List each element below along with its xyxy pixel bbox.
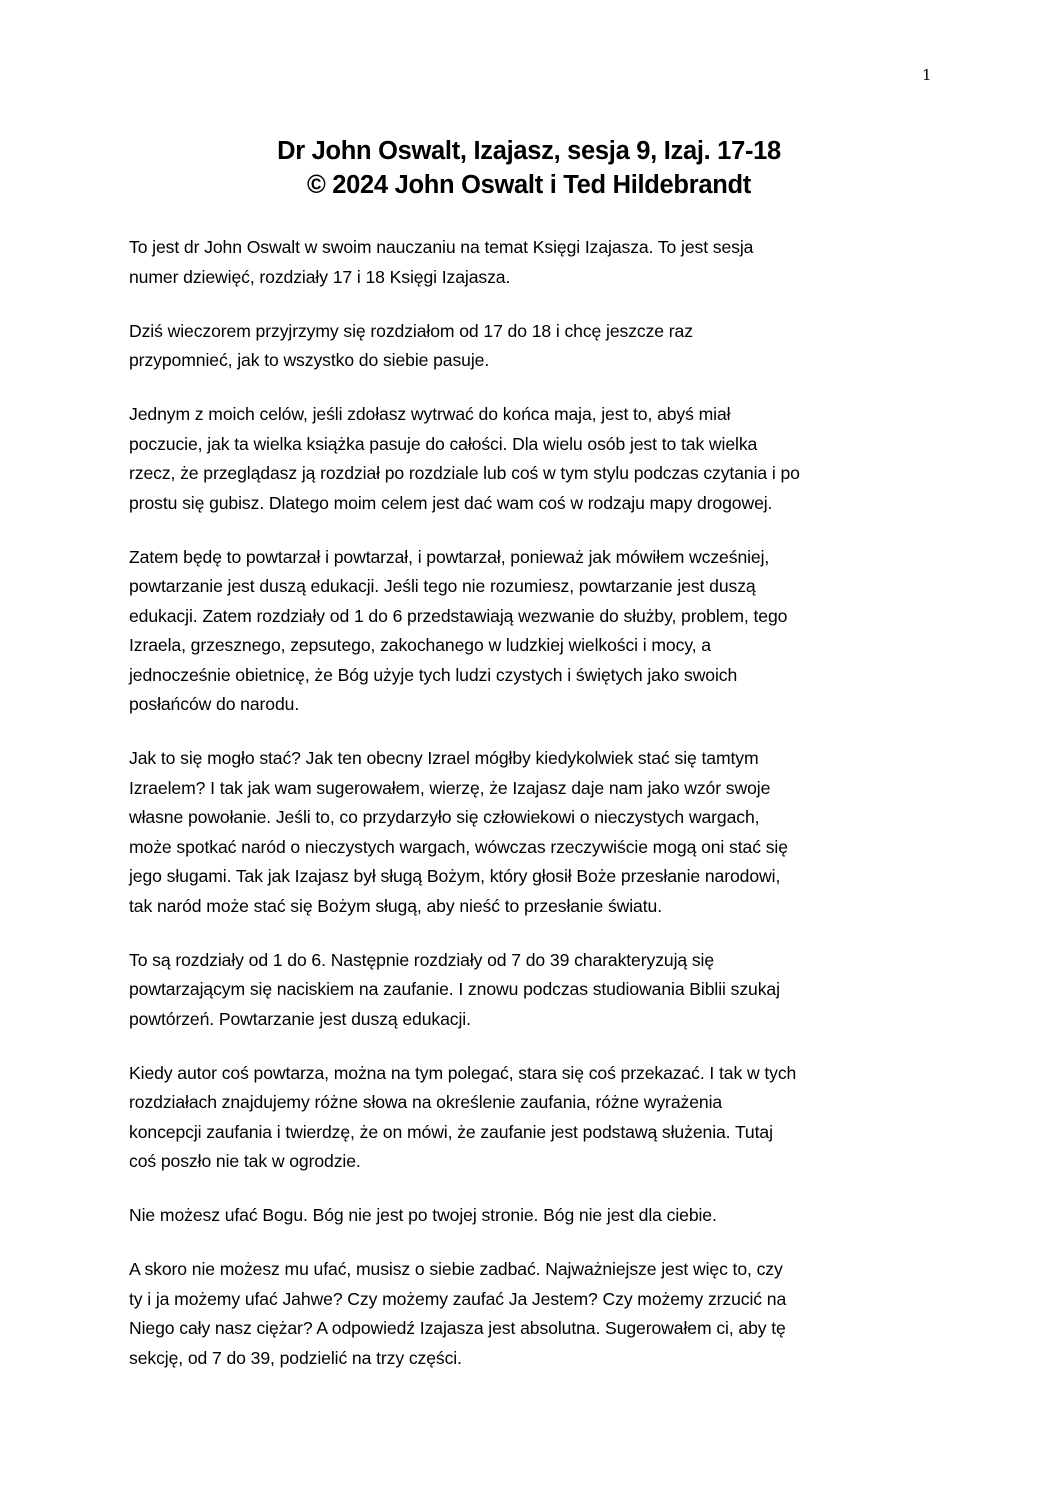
text-line: Izraela, grzesznego, zepsutego, zakochanego w ludzkiej wielkości i mocy, a [129,635,711,655]
paragraph-5 [129,744,929,921]
paragraph-9 [129,1255,929,1373]
document-title [0,134,1058,202]
text-line: Jak to się mogło stać? Jak ten obecny Izrael mógłby kiedykolwiek stać się tamtym [129,748,759,768]
text-line: rzecz, że przeglądasz ją rozdział po rozdziale lub coś w tym stylu podczas czytania i po [129,463,800,483]
text-line: powtarzającym się naciskiem na zaufanie. I znowu podczas studiowania Biblii szukaj [129,979,780,999]
text-line: Dziś wieczorem przyjrzymy się rozdziałom od 17 do 18 i chcę jeszcze raz [129,320,693,341]
paragraph-4 [129,543,929,720]
paragraph-6 [129,946,929,1035]
text-line: Izraelem? I tak jak wam sugerowałem, wierzę, że Izajasz daje nam jako wzór swoje [129,777,771,798]
text-line: A skoro nie możesz mu ufać, musisz o siebie zadbać. Najważniejsze jest więc to, czy [129,1259,783,1279]
text-line: koncepcji zaufania i twierdzę, że on mówi, że zaufanie jest podstawą służenia. Tutaj [129,1121,773,1142]
text-line: ty i ja możemy ufać Jahwe? Czy możemy zaufać Ja Jestem? Czy możemy zrzucić na [129,1288,787,1309]
text-line: przypomnieć, jak to wszystko do siebie pasuje. [129,350,490,370]
text-line: Nie możesz ufać Bogu. Bóg nie jest po twojej stronie. Bóg nie jest dla ciebie. [129,1205,717,1225]
document-body [129,233,929,1398]
text-line: Jednym z moich celów, jeśli zdołasz wytrwać do końca maja, jest to, abyś miał [129,404,731,424]
text-line: To jest dr John Oswalt w swoim nauczaniu na temat Księgi Izajasza. To jest sesja [129,237,754,257]
paragraph-3 [129,400,929,518]
title-line-2: © 2024 John Oswalt i Ted Hildebrandt [307,171,751,199]
text-line: rozdziałach znajdujemy różne słowa na określenie zaufania, różne wyrażenia [129,1092,723,1112]
text-line: sekcję, od 7 do 39, podzielić na trzy części. [129,1347,462,1368]
text-line: coś poszło nie tak w ogrodzie. [129,1151,361,1171]
text-line: To są rozdziały od 1 do 6. Następnie rozdziały od 7 do 39 charakteryzują się [129,949,715,970]
paragraph-1 [129,233,929,292]
text-line: Kiedy autor coś powtarza, można na tym polegać, stara się coś przekazać. I tak w tych [129,1062,797,1083]
text-line: może spotkać naród o nieczystych wargach, wówczas rzeczywiście mogą oni stać się [129,836,788,857]
text-line: Niego cały nasz ciężar? A odpowiedź Izajasza jest absolutna. Sugerowałem ci, aby tę [129,1318,786,1338]
text-line: jednocześnie obietnicę, że Bóg użyje tych ludzi czystych i świętych jako swoich [129,664,738,685]
text-line: edukacji. Zatem rozdziały od 1 do 6 przedstawiają wezwanie do służby, problem, tego [129,605,788,626]
text-line: poczucie, jak ta wielka książka pasuje do całości. Dla wielu osób jest to tak wielka [129,433,758,454]
paragraph-8 [129,1201,929,1231]
text-line: tak naród może stać się Bożym sługą, aby nieść to przesłanie światu. [129,895,662,916]
text-line: Zatem będę to powtarzał i powtarzał, i powtarzał, ponieważ jak mówiłem wcześniej, [129,546,770,567]
paragraph-2 [129,317,929,376]
text-line: własne powołanie. Jeśli to, co przydarzyło się człowiekowi o nieczystych wargach, [129,807,760,827]
text-line: numer dziewięć, rozdziały 17 i 18 Księgi Izajasza. [129,266,511,287]
text-line: posłańców do narodu. [129,694,300,714]
text-line: jego sługami. Tak jak Izajasz był sługą Bożym, który głosił Boże przesłanie narodowi, [129,866,781,886]
title-line-1: Dr John Oswalt, Izajasz, sesja 9, Izaj. 17-18 [277,137,781,165]
text-line: prostu się gubisz. Dlatego moim celem jest dać wam coś w rodzaju mapy drogowej. [129,492,773,513]
text-line: powtórzeń. Powtarzanie jest duszą edukacji. [129,1008,471,1029]
paragraph-7 [129,1059,929,1177]
page-number: 1 [922,66,932,84]
text-line: powtarzanie jest duszą edukacji. Jeśli tego nie rozumiesz, powtarzanie jest duszą [129,576,756,596]
